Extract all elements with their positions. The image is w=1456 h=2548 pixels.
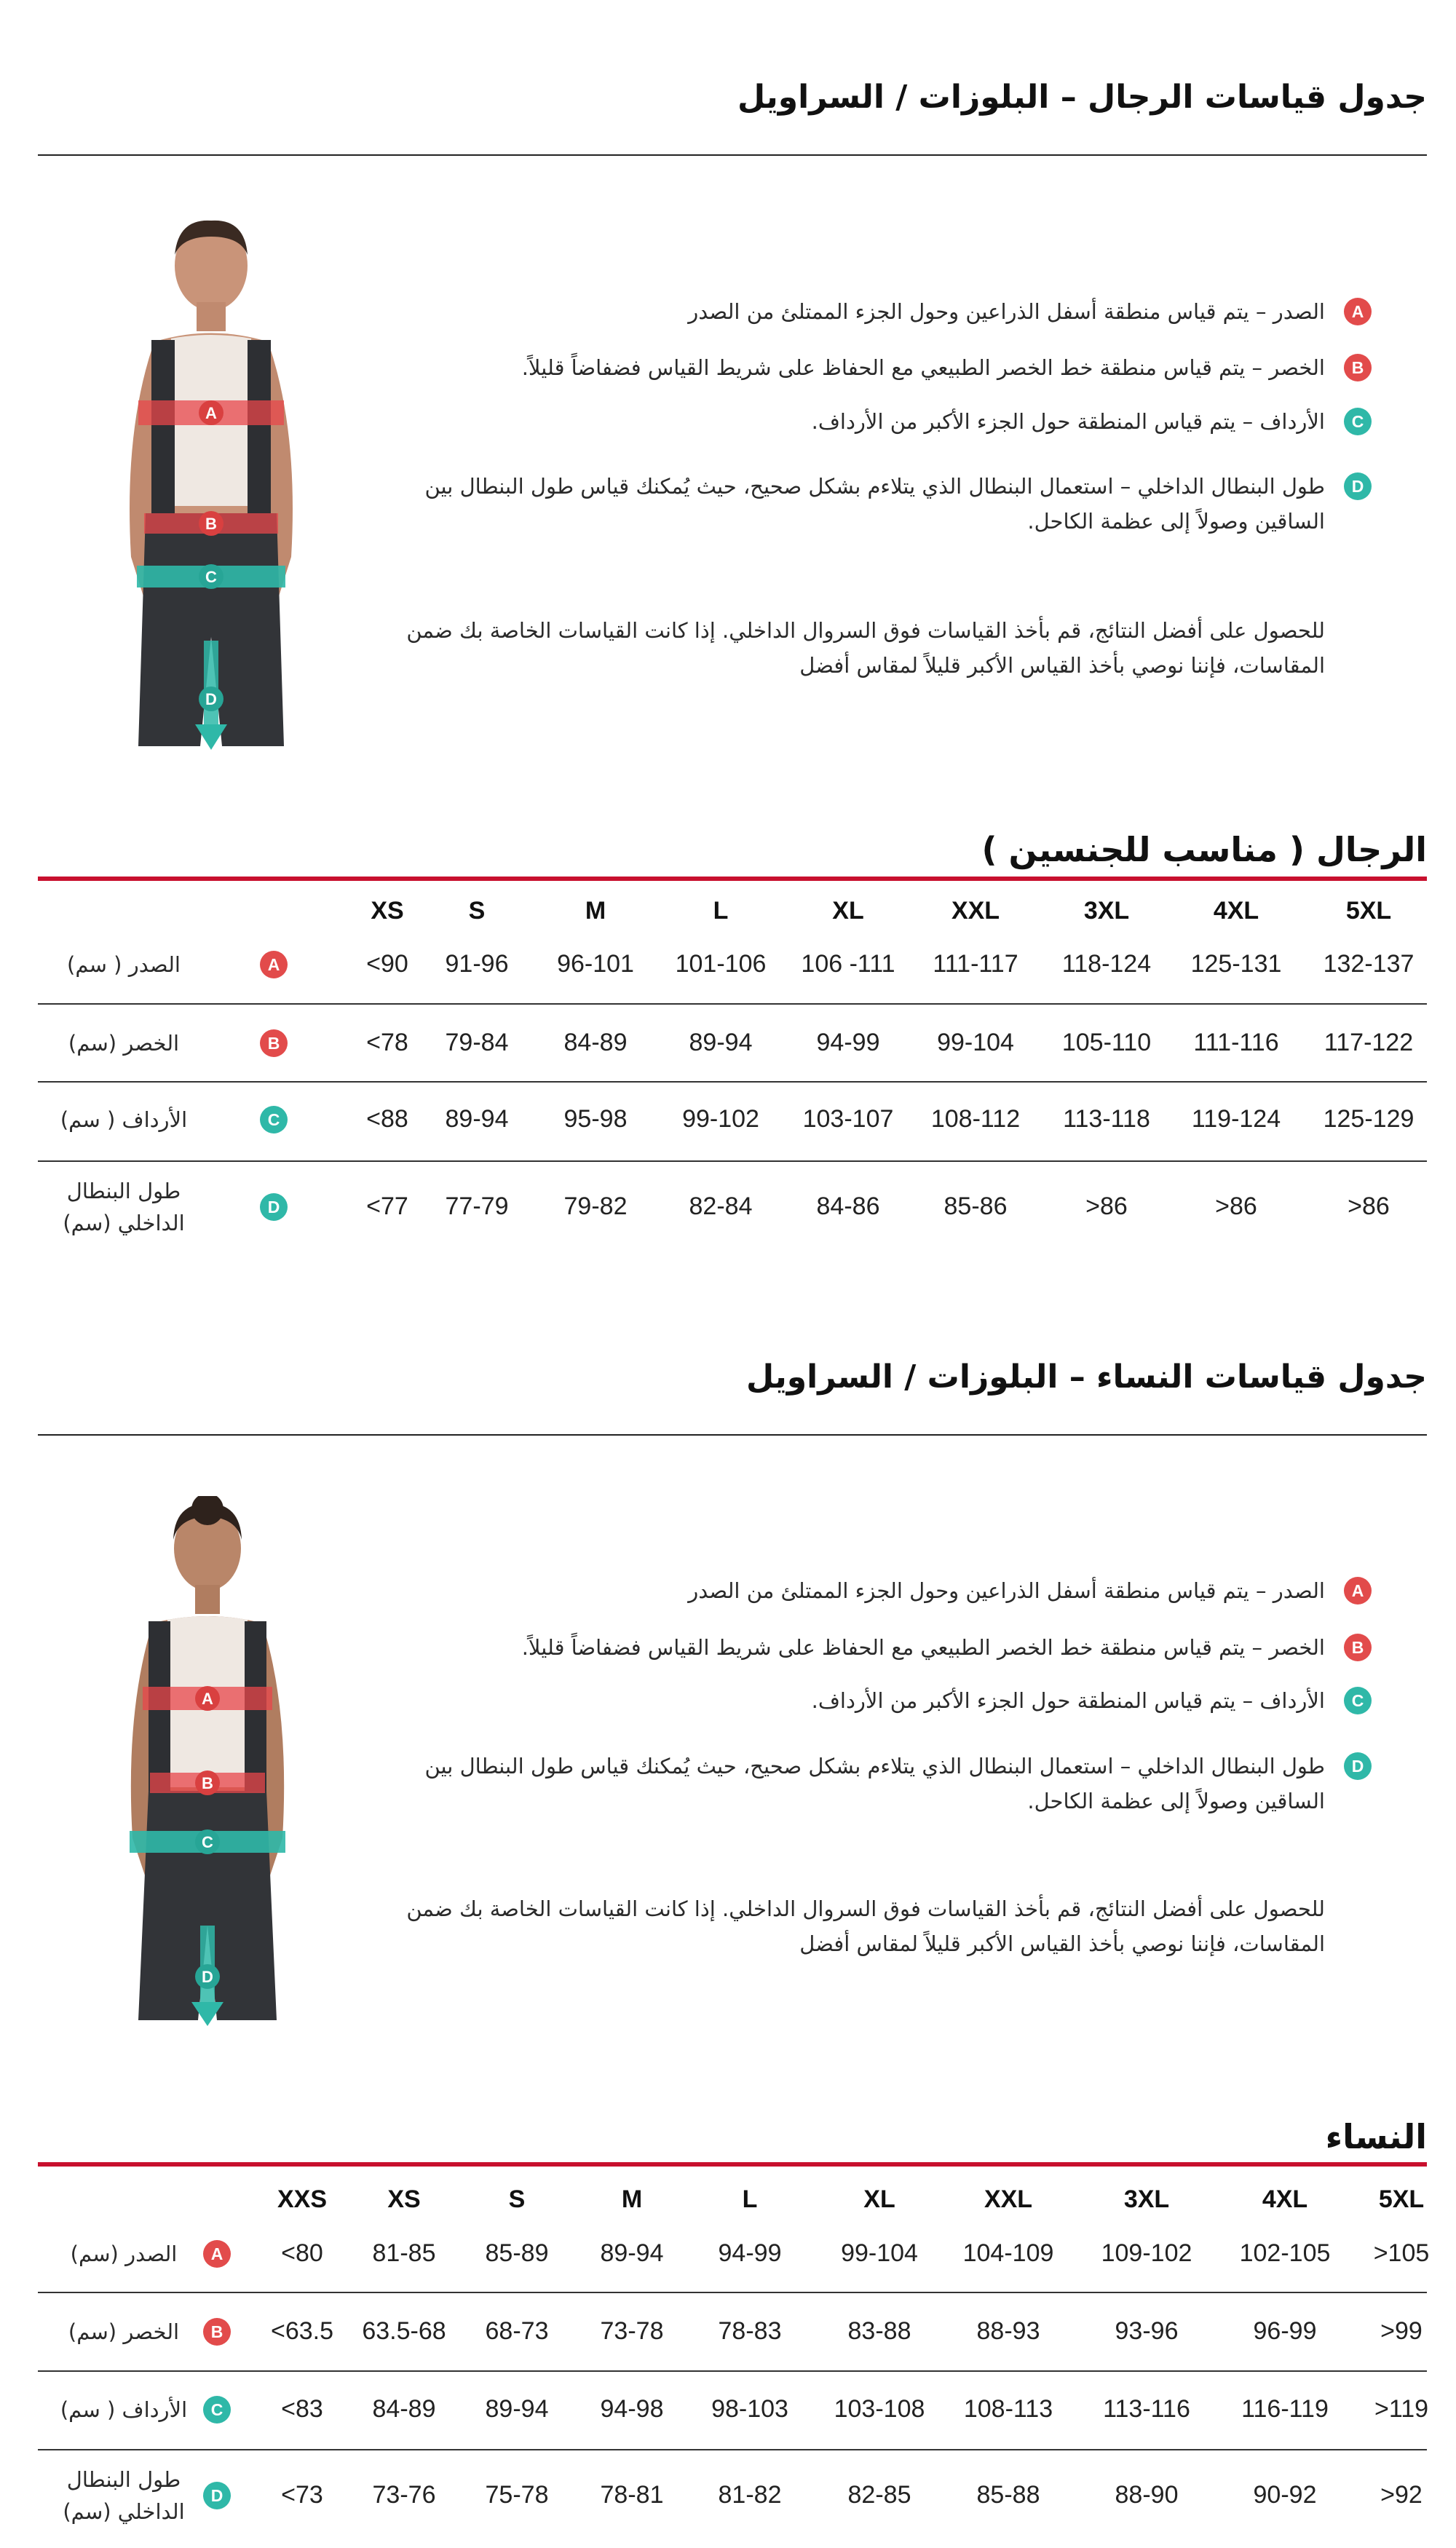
men-note-badge-d: D	[1344, 472, 1372, 500]
women-cell-c-m: 94-98	[600, 2395, 664, 2423]
women-cell-c-xs: 84-89	[372, 2395, 436, 2423]
men-title-divider	[38, 154, 1427, 156]
men-cell-b-5xl: 117-122	[1324, 1029, 1414, 1056]
women-cell-d-xxl: 85-88	[976, 2481, 1040, 2509]
men-cell-c-xs: <88	[366, 1105, 408, 1133]
women-cell-c-4xl: 116-119	[1241, 2395, 1329, 2423]
women-cell-b-xxs: <63.5	[270, 2317, 334, 2345]
men-cell-a-s: 91-96	[445, 950, 509, 978]
women-size-header-xl: XL	[863, 2185, 895, 2213]
women-cell-a-xl: 99-104	[841, 2239, 918, 2267]
svg-text:C: C	[205, 568, 217, 586]
women-note-badge-a: A	[1344, 1577, 1372, 1605]
men-cell-a-xs: <90	[366, 950, 408, 978]
women-table-title: النساء	[1325, 2117, 1427, 2156]
men-note-badge-b: B	[1344, 354, 1372, 381]
men-cell-c-xl: 103-107	[802, 1105, 894, 1133]
men-cell-b-s: 79-84	[445, 1029, 509, 1056]
men-size-header-5xl: 5XL	[1345, 897, 1392, 925]
women-note-chest: الصدر – يتم قياس منطقة أسفل الذراعين وحول الجزء الممتلئ من الصدر	[688, 1578, 1325, 1603]
men-cell-d-s: 77-79	[445, 1192, 509, 1220]
women-cell-d-l: 81-82	[718, 2481, 782, 2509]
men-note-badge-a: A	[1344, 298, 1372, 325]
women-cell-d-xl: 82-85	[847, 2481, 911, 2509]
men-cell-a-3xl: 118-124	[1061, 950, 1152, 978]
women-cell-a-xxl: 104-109	[962, 2239, 1054, 2267]
women-cell-c-s: 89-94	[485, 2395, 549, 2423]
women-cell-b-5xl: >99	[1380, 2317, 1423, 2345]
women-cell-b-xs: 63.5-68	[362, 2317, 446, 2345]
men-row-label-b: الخصر (سم)	[68, 1031, 180, 1056]
women-table-red-rule	[38, 2162, 1427, 2167]
men-cell-b-l: 89-94	[689, 1029, 753, 1056]
women-cell-a-4xl: 102-105	[1239, 2239, 1331, 2267]
women-cell-a-xs: 81-85	[372, 2239, 436, 2267]
women-size-header-3xl: 3XL	[1123, 2185, 1170, 2213]
women-note-badge-b: B	[1344, 1634, 1372, 1661]
men-row-label-c: الأرداف ( سم)	[60, 1107, 188, 1132]
men-row-label-a: الصدر ( سم)	[67, 952, 181, 977]
men-table-red-rule	[38, 877, 1427, 881]
men-fit-advice: للحصول على أفضل النتائج، قم بأخذ القياسات فوق السروال الداخلي. إذا كانت القياسات الخاصة بك ضمن المقاسات، فإننا نوصي بأخذ القياس الأكبر قليلاً لمقاس أفضل	[406, 618, 1325, 678]
men-cell-d-xs: <77	[366, 1192, 408, 1220]
men-cell-b-m: 84-89	[563, 1029, 628, 1056]
women-row-label-a: الصدر (سم)	[70, 2242, 178, 2266]
men-cell-c-l: 99-102	[682, 1105, 759, 1133]
svg-text:C: C	[202, 1833, 213, 1851]
men-size-header-xl: XL	[832, 897, 864, 925]
women-cell-a-m: 89-94	[600, 2239, 664, 2267]
men-cell-b-xxl: 99-104	[937, 1029, 1014, 1056]
women-size-header-xs: XS	[387, 2185, 421, 2213]
women-row-badge-c: C	[203, 2396, 231, 2424]
men-row-badge-c: C	[260, 1106, 288, 1133]
women-cell-d-4xl: 90-92	[1253, 2481, 1317, 2509]
women-size-header-5xl: 5XL	[1378, 2185, 1425, 2213]
women-cell-d-5xl: >92	[1380, 2481, 1423, 2509]
men-note-waist: الخصر – يتم قياس منطقة خط الخصر الطبيعي مع الحفاظ على شريط القياس فضفاضاً قليلاً.	[521, 355, 1325, 380]
women-cell-c-xl: 103-108	[834, 2395, 925, 2423]
women-note-waist: الخصر – يتم قياس منطقة خط الخصر الطبيعي مع الحفاظ على شريط القياس فضفاضاً قليلاً.	[521, 1635, 1325, 1660]
men-cell-c-5xl: 125-129	[1323, 1105, 1415, 1133]
men-row-badge-a: A	[260, 951, 288, 978]
women-cell-b-xxl: 88-93	[976, 2317, 1040, 2345]
svg-text:B: B	[202, 1774, 213, 1792]
women-cell-b-3xl: 93-96	[1115, 2317, 1179, 2345]
women-row-label-d: طول البنطال الداخلي (سم)	[63, 2467, 185, 2524]
women-row-badge-a: A	[203, 2240, 231, 2268]
men-size-header-s: S	[468, 897, 486, 925]
men-row-label-d: طول البنطال الداخلي (سم)	[63, 1179, 185, 1235]
women-cell-a-3xl: 109-102	[1101, 2239, 1192, 2267]
women-note-hips: الأرداف – يتم قياس المنطقة حول الجزء الأكبر من الأرداف.	[811, 1688, 1325, 1713]
women-row-label-c: الأرداف ( سم)	[60, 2397, 188, 2422]
men-cell-d-m: 79-82	[563, 1192, 628, 1220]
women-cell-c-l: 98-103	[711, 2395, 788, 2423]
women-title-divider	[38, 1434, 1427, 1436]
women-cell-d-3xl: 88-90	[1115, 2481, 1179, 2509]
women-size-header-4xl: 4XL	[1262, 2185, 1308, 2213]
men-size-header-l: L	[713, 897, 729, 925]
men-row-divider	[38, 1160, 1427, 1162]
men-note-chest: الصدر – يتم قياس منطقة أسفل الذراعين وحول الجزء الممتلئ من الصدر	[688, 299, 1325, 324]
men-cell-b-xl: 94-99	[816, 1029, 880, 1056]
men-cell-a-xl: 106 -111	[801, 950, 895, 978]
svg-text:D: D	[205, 690, 217, 708]
women-size-header-s: S	[508, 2185, 526, 2213]
men-cell-a-4xl: 125-131	[1190, 950, 1282, 978]
women-cell-c-3xl: 113-116	[1103, 2395, 1190, 2423]
men-cell-d-xl: 84-86	[816, 1192, 880, 1220]
women-row-badge-d: D	[203, 2482, 231, 2509]
men-cell-c-xxl: 108-112	[930, 1105, 1021, 1133]
men-row-badge-b: B	[260, 1029, 288, 1057]
men-note-hips: الأرداف – يتم قياس المنطقة حول الجزء الأكبر من الأرداف.	[811, 409, 1325, 434]
svg-text:D: D	[202, 1968, 213, 1986]
men-cell-d-4xl: >86	[1215, 1192, 1257, 1220]
women-note-inseam: طول البنطال الداخلي – استعمال البنطال الذي يتلاءم بشكل صحيح، حيث يُمكنك قياس طول البنطال بين الساقين وصولاً إلى عظمة الكاحل.	[424, 1754, 1325, 1813]
women-cell-d-m: 78-81	[600, 2481, 664, 2509]
women-size-header-m: M	[621, 2185, 643, 2213]
men-section-title: جدول قياسات الرجال – البلوزات / السراويل	[737, 79, 1427, 116]
women-row-divider	[38, 2370, 1427, 2372]
men-row-divider	[38, 1003, 1427, 1005]
women-cell-a-s: 85-89	[485, 2239, 549, 2267]
men-cell-a-m: 96-101	[557, 950, 634, 978]
women-cell-c-xxs: <83	[281, 2395, 323, 2423]
men-cell-a-xxl: 111-117	[933, 950, 1018, 978]
women-cell-c-xxl: 108-113	[963, 2395, 1053, 2423]
men-cell-c-3xl: 113-118	[1063, 1105, 1150, 1133]
men-cell-d-5xl: >86	[1348, 1192, 1390, 1220]
men-cell-d-xxl: 85-86	[943, 1192, 1008, 1220]
women-cell-b-l: 78-83	[718, 2317, 782, 2345]
women-fit-advice: للحصول على أفضل النتائج، قم بأخذ القياسات فوق السروال الداخلي. إذا كانت القياسات الخاصة بك ضمن المقاسات، فإننا نوصي بأخذ القياس الأكبر قليلاً لمقاس أفضل	[406, 1896, 1325, 1956]
men-model-figure	[102, 215, 320, 753]
women-note-badge-d: D	[1344, 1752, 1372, 1780]
men-size-header-m: M	[585, 897, 606, 925]
men-size-header-xxl: XXL	[951, 897, 1000, 925]
women-model-figure	[95, 1496, 313, 2027]
women-cell-a-l: 94-99	[718, 2239, 782, 2267]
men-cell-c-m: 95-98	[563, 1105, 628, 1133]
women-cell-d-xs: 73-76	[372, 2481, 436, 2509]
women-row-divider	[38, 2292, 1427, 2293]
women-cell-b-m: 73-78	[600, 2317, 664, 2345]
men-cell-a-5xl: 132-137	[1323, 950, 1415, 978]
men-cell-a-l: 101-106	[675, 950, 767, 978]
women-cell-a-5xl: >105	[1373, 2239, 1430, 2267]
women-cell-d-xxs: <73	[281, 2481, 323, 2509]
women-size-header-xxl: XXL	[984, 2185, 1033, 2213]
svg-text:A: A	[205, 404, 217, 422]
women-size-header-xxs: XXS	[277, 2185, 328, 2213]
women-note-badge-c: C	[1344, 1687, 1372, 1714]
women-cell-c-5xl: >119	[1374, 2395, 1429, 2423]
women-cell-b-s: 68-73	[485, 2317, 549, 2345]
men-size-header-xs: XS	[371, 897, 404, 925]
women-cell-d-s: 75-78	[485, 2481, 549, 2509]
men-row-divider	[38, 1081, 1427, 1083]
men-cell-c-4xl: 119-124	[1191, 1105, 1281, 1133]
women-section-title: جدول قياسات النساء – البلوزات / السراويل	[746, 1358, 1427, 1396]
men-note-badge-c: C	[1344, 408, 1372, 435]
women-cell-b-xl: 83-88	[847, 2317, 911, 2345]
women-size-header-l: L	[742, 2185, 758, 2213]
men-cell-b-4xl: 111-116	[1193, 1029, 1279, 1056]
men-note-inseam: طول البنطال الداخلي – استعمال البنطال الذي يتلاءم بشكل صحيح، حيث يُمكنك قياس طول البنطال بين الساقين وصولاً إلى عظمة الكاحل.	[424, 474, 1325, 534]
men-table-title: الرجال ( مناسب للجنسين )	[981, 830, 1427, 869]
women-row-divider	[38, 2449, 1427, 2450]
men-cell-b-3xl: 105-110	[1061, 1029, 1152, 1056]
men-cell-d-3xl: >86	[1085, 1192, 1128, 1220]
women-cell-a-xxs: <80	[281, 2239, 323, 2267]
men-cell-b-xs: <78	[366, 1029, 408, 1056]
women-row-badge-b: B	[203, 2318, 231, 2346]
men-row-badge-d: D	[260, 1193, 288, 1221]
men-cell-d-l: 82-84	[689, 1192, 753, 1220]
men-size-header-3xl: 3XL	[1083, 897, 1130, 925]
women-cell-b-4xl: 96-99	[1253, 2317, 1317, 2345]
men-cell-c-s: 89-94	[445, 1105, 509, 1133]
men-size-header-4xl: 4XL	[1213, 897, 1259, 925]
svg-text:B: B	[205, 515, 217, 533]
svg-text:A: A	[202, 1690, 213, 1708]
women-row-label-b: الخصر (سم)	[68, 2319, 180, 2344]
